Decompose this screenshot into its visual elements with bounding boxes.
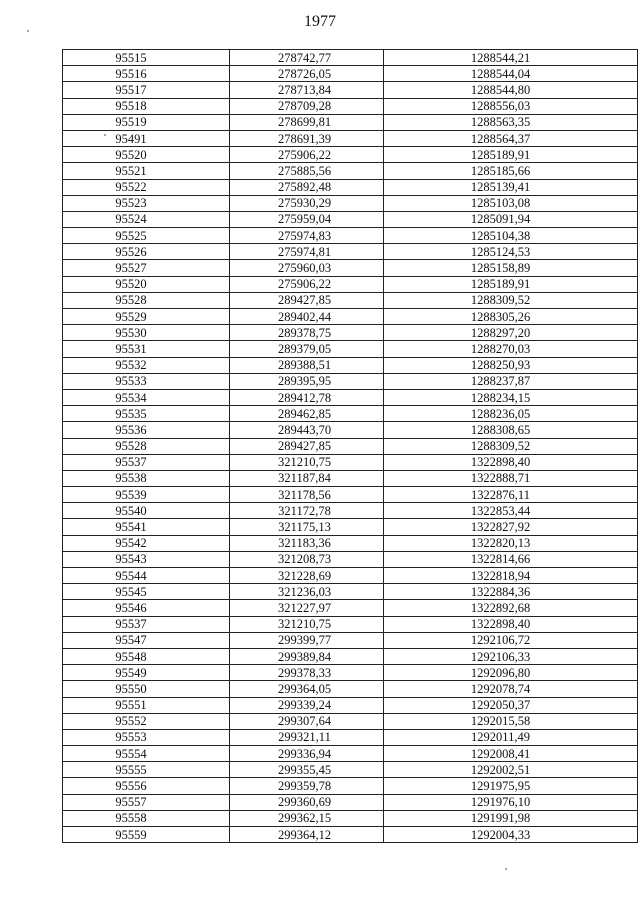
table-row — [63, 406, 638, 422]
y-coordinate-cell: 1288250,93 — [384, 357, 638, 373]
x-coordinate-cell: 321228,69 — [230, 568, 384, 584]
table-row — [63, 244, 638, 260]
table-row — [63, 50, 638, 66]
y-coordinate-cell: 1285104,38 — [384, 228, 638, 244]
y-coordinate-cell: 1322818,94 — [384, 568, 638, 584]
point-number-cell: 95524 — [63, 211, 230, 227]
x-coordinate-cell: 321210,75 — [230, 616, 384, 632]
table-row — [63, 681, 638, 697]
table-row — [63, 211, 638, 227]
y-coordinate-cell: 1288270,03 — [384, 341, 638, 357]
y-coordinate-cell: 1285189,91 — [384, 147, 638, 163]
point-number-cell: 95552 — [63, 713, 230, 729]
y-coordinate-cell: 1288308,65 — [384, 422, 638, 438]
table-row — [63, 568, 638, 584]
x-coordinate-cell: 321227,97 — [230, 600, 384, 616]
y-coordinate-cell: 1285158,89 — [384, 260, 638, 276]
x-coordinate-cell: 289412,78 — [230, 389, 384, 405]
x-coordinate-cell: 278699,81 — [230, 114, 384, 130]
point-number-cell: 95520 — [63, 147, 230, 163]
point-number-cell: 95523 — [63, 195, 230, 211]
table-row — [63, 66, 638, 82]
x-coordinate-cell: 275930,29 — [230, 195, 384, 211]
x-coordinate-cell: 289462,85 — [230, 406, 384, 422]
y-coordinate-cell: 1292106,72 — [384, 632, 638, 648]
table-row — [63, 276, 638, 292]
point-number-cell: 95530 — [63, 325, 230, 341]
point-number-cell: 95522 — [63, 179, 230, 195]
x-coordinate-cell: 275974,81 — [230, 244, 384, 260]
point-number-cell: 95538 — [63, 470, 230, 486]
table-row — [63, 357, 638, 373]
y-coordinate-cell: 1288297,20 — [384, 325, 638, 341]
table-row — [63, 422, 638, 438]
point-number-cell: 95547 — [63, 632, 230, 648]
point-number-cell: 95519 — [63, 114, 230, 130]
x-coordinate-cell: 321178,56 — [230, 487, 384, 503]
x-coordinate-cell: 299360,69 — [230, 794, 384, 810]
scan-speck — [27, 30, 29, 32]
table-row — [63, 794, 638, 810]
x-coordinate-cell: 275974,83 — [230, 228, 384, 244]
y-coordinate-cell: 1285185,66 — [384, 163, 638, 179]
table-row — [63, 114, 638, 130]
point-number-cell: 95532 — [63, 357, 230, 373]
point-number-cell: 95491 — [63, 130, 230, 146]
table-row — [63, 697, 638, 713]
table-row — [63, 746, 638, 762]
point-number-cell: 95541 — [63, 519, 230, 535]
table-row — [63, 535, 638, 551]
table-row — [63, 778, 638, 794]
y-coordinate-cell: 1288237,87 — [384, 373, 638, 389]
y-coordinate-cell: 1322892,68 — [384, 600, 638, 616]
y-coordinate-cell: 1288234,15 — [384, 389, 638, 405]
x-coordinate-cell: 321187,84 — [230, 470, 384, 486]
point-number-cell: 95553 — [63, 729, 230, 745]
table-row — [63, 729, 638, 745]
y-coordinate-cell: 1285124,53 — [384, 244, 638, 260]
point-number-cell: 95556 — [63, 778, 230, 794]
table-row — [63, 179, 638, 195]
table-row — [63, 470, 638, 486]
y-coordinate-cell: 1322898,40 — [384, 454, 638, 470]
coordinates-table — [62, 49, 638, 843]
y-coordinate-cell: 1291991,98 — [384, 810, 638, 826]
x-coordinate-cell: 289395,95 — [230, 373, 384, 389]
table-row — [63, 130, 638, 146]
table-row — [63, 584, 638, 600]
x-coordinate-cell: 299307,64 — [230, 713, 384, 729]
y-coordinate-cell: 1292004,33 — [384, 827, 638, 843]
point-number-cell: 95525 — [63, 228, 230, 244]
x-coordinate-cell: 278713,84 — [230, 82, 384, 98]
table-row — [63, 260, 638, 276]
table-row — [63, 389, 638, 405]
point-number-cell: 95555 — [63, 762, 230, 778]
y-coordinate-cell: 1288563,35 — [384, 114, 638, 130]
table-row — [63, 503, 638, 519]
y-coordinate-cell: 1322884,36 — [384, 584, 638, 600]
point-number-cell: 95527 — [63, 260, 230, 276]
x-coordinate-cell: 321183,36 — [230, 535, 384, 551]
table-row — [63, 98, 638, 114]
x-coordinate-cell: 278742,77 — [230, 50, 384, 66]
y-coordinate-cell: 1292078,74 — [384, 681, 638, 697]
y-coordinate-cell: 1322820,13 — [384, 535, 638, 551]
x-coordinate-cell: 289378,75 — [230, 325, 384, 341]
scan-speck — [505, 868, 507, 870]
y-coordinate-cell: 1322876,11 — [384, 487, 638, 503]
y-coordinate-cell: 1322853,44 — [384, 503, 638, 519]
point-number-cell: 95551 — [63, 697, 230, 713]
table-row — [63, 665, 638, 681]
x-coordinate-cell: 299364,05 — [230, 681, 384, 697]
y-coordinate-cell: 1292008,41 — [384, 746, 638, 762]
x-coordinate-cell: 299339,24 — [230, 697, 384, 713]
table-row — [63, 195, 638, 211]
x-coordinate-cell: 289402,44 — [230, 309, 384, 325]
point-number-cell: 95516 — [63, 66, 230, 82]
y-coordinate-cell: 1288564,37 — [384, 130, 638, 146]
y-coordinate-cell: 1322898,40 — [384, 616, 638, 632]
point-number-cell: 95529 — [63, 309, 230, 325]
point-number-cell: 95537 — [63, 616, 230, 632]
x-coordinate-cell: 321236,03 — [230, 584, 384, 600]
x-coordinate-cell: 278691,39 — [230, 130, 384, 146]
point-number-cell: 95546 — [63, 600, 230, 616]
x-coordinate-cell: 299378,33 — [230, 665, 384, 681]
point-number-cell: 95521 — [63, 163, 230, 179]
x-coordinate-cell: 321210,75 — [230, 454, 384, 470]
table-row — [63, 341, 638, 357]
x-coordinate-cell: 275960,03 — [230, 260, 384, 276]
x-coordinate-cell: 278726,05 — [230, 66, 384, 82]
point-number-cell: 95517 — [63, 82, 230, 98]
point-number-cell: 95549 — [63, 665, 230, 681]
point-number-cell: 95535 — [63, 406, 230, 422]
y-coordinate-cell: 1288309,52 — [384, 292, 638, 308]
y-coordinate-cell: 1292011,49 — [384, 729, 638, 745]
table-row — [63, 600, 638, 616]
coordinates-table-container — [62, 49, 637, 843]
point-number-cell: 95539 — [63, 487, 230, 503]
table-row — [63, 519, 638, 535]
table-row — [63, 325, 638, 341]
y-coordinate-cell: 1322814,66 — [384, 551, 638, 567]
table-row — [63, 810, 638, 826]
table-row — [63, 309, 638, 325]
page-number: 1977 — [304, 13, 336, 30]
x-coordinate-cell: 321175,13 — [230, 519, 384, 535]
x-coordinate-cell: 321208,73 — [230, 551, 384, 567]
table-row — [63, 551, 638, 567]
point-number-cell: 95545 — [63, 584, 230, 600]
x-coordinate-cell: 299362,15 — [230, 810, 384, 826]
point-number-cell: 95528 — [63, 292, 230, 308]
table-row — [63, 827, 638, 843]
point-number-cell: 95526 — [63, 244, 230, 260]
point-number-cell: 95540 — [63, 503, 230, 519]
y-coordinate-cell: 1291975,95 — [384, 778, 638, 794]
point-number-cell: 95548 — [63, 648, 230, 664]
y-coordinate-cell: 1322888,71 — [384, 470, 638, 486]
y-coordinate-cell: 1285091,94 — [384, 211, 638, 227]
point-number-cell: 95531 — [63, 341, 230, 357]
y-coordinate-cell: 1288556,03 — [384, 98, 638, 114]
x-coordinate-cell: 289427,85 — [230, 292, 384, 308]
table-row — [63, 438, 638, 454]
point-number-cell: 95534 — [63, 389, 230, 405]
table-row — [63, 648, 638, 664]
point-number-cell: 95518 — [63, 98, 230, 114]
x-coordinate-cell: 289443,70 — [230, 422, 384, 438]
x-coordinate-cell: 299389,84 — [230, 648, 384, 664]
table-row — [63, 373, 638, 389]
table-row — [63, 82, 638, 98]
y-coordinate-cell: 1292002,51 — [384, 762, 638, 778]
point-number-cell: 95543 — [63, 551, 230, 567]
point-number-cell: 95533 — [63, 373, 230, 389]
table-row — [63, 454, 638, 470]
y-coordinate-cell: 1292106,33 — [384, 648, 638, 664]
point-number-cell: 95520 — [63, 276, 230, 292]
x-coordinate-cell: 321172,78 — [230, 503, 384, 519]
x-coordinate-cell: 278709,28 — [230, 98, 384, 114]
x-coordinate-cell: 299359,78 — [230, 778, 384, 794]
table-row — [63, 292, 638, 308]
table-row — [63, 632, 638, 648]
point-number-cell: 95550 — [63, 681, 230, 697]
point-number-cell: 95536 — [63, 422, 230, 438]
x-coordinate-cell: 289388,51 — [230, 357, 384, 373]
table-row — [63, 228, 638, 244]
table-row — [63, 616, 638, 632]
x-coordinate-cell: 299355,45 — [230, 762, 384, 778]
y-coordinate-cell: 1291976,10 — [384, 794, 638, 810]
x-coordinate-cell: 275892,48 — [230, 179, 384, 195]
table-row — [63, 487, 638, 503]
x-coordinate-cell: 275959,04 — [230, 211, 384, 227]
table-row — [63, 762, 638, 778]
y-coordinate-cell: 1285139,41 — [384, 179, 638, 195]
point-number-cell: 95537 — [63, 454, 230, 470]
point-number-cell: 95528 — [63, 438, 230, 454]
point-number-cell: 95542 — [63, 535, 230, 551]
table-body — [63, 50, 638, 843]
x-coordinate-cell: 289379,05 — [230, 341, 384, 357]
x-coordinate-cell: 289427,85 — [230, 438, 384, 454]
y-coordinate-cell: 1288544,04 — [384, 66, 638, 82]
scan-speck — [104, 134, 106, 136]
y-coordinate-cell: 1292015,58 — [384, 713, 638, 729]
table-row — [63, 163, 638, 179]
point-number-cell: 95557 — [63, 794, 230, 810]
y-coordinate-cell: 1322827,92 — [384, 519, 638, 535]
x-coordinate-cell: 299336,94 — [230, 746, 384, 762]
y-coordinate-cell: 1288236,05 — [384, 406, 638, 422]
x-coordinate-cell: 275906,22 — [230, 276, 384, 292]
table-row — [63, 713, 638, 729]
table-row — [63, 147, 638, 163]
point-number-cell: 95559 — [63, 827, 230, 843]
y-coordinate-cell: 1285189,91 — [384, 276, 638, 292]
x-coordinate-cell: 275885,56 — [230, 163, 384, 179]
x-coordinate-cell: 299364,12 — [230, 827, 384, 843]
point-number-cell: 95515 — [63, 50, 230, 66]
point-number-cell: 95558 — [63, 810, 230, 826]
point-number-cell: 95544 — [63, 568, 230, 584]
point-number-cell: 95554 — [63, 746, 230, 762]
y-coordinate-cell: 1288309,52 — [384, 438, 638, 454]
x-coordinate-cell: 275906,22 — [230, 147, 384, 163]
y-coordinate-cell: 1285103,08 — [384, 195, 638, 211]
y-coordinate-cell: 1292050,37 — [384, 697, 638, 713]
x-coordinate-cell: 299321,11 — [230, 729, 384, 745]
y-coordinate-cell: 1288305,26 — [384, 309, 638, 325]
y-coordinate-cell: 1288544,80 — [384, 82, 638, 98]
y-coordinate-cell: 1288544,21 — [384, 50, 638, 66]
y-coordinate-cell: 1292096,80 — [384, 665, 638, 681]
x-coordinate-cell: 299399,77 — [230, 632, 384, 648]
